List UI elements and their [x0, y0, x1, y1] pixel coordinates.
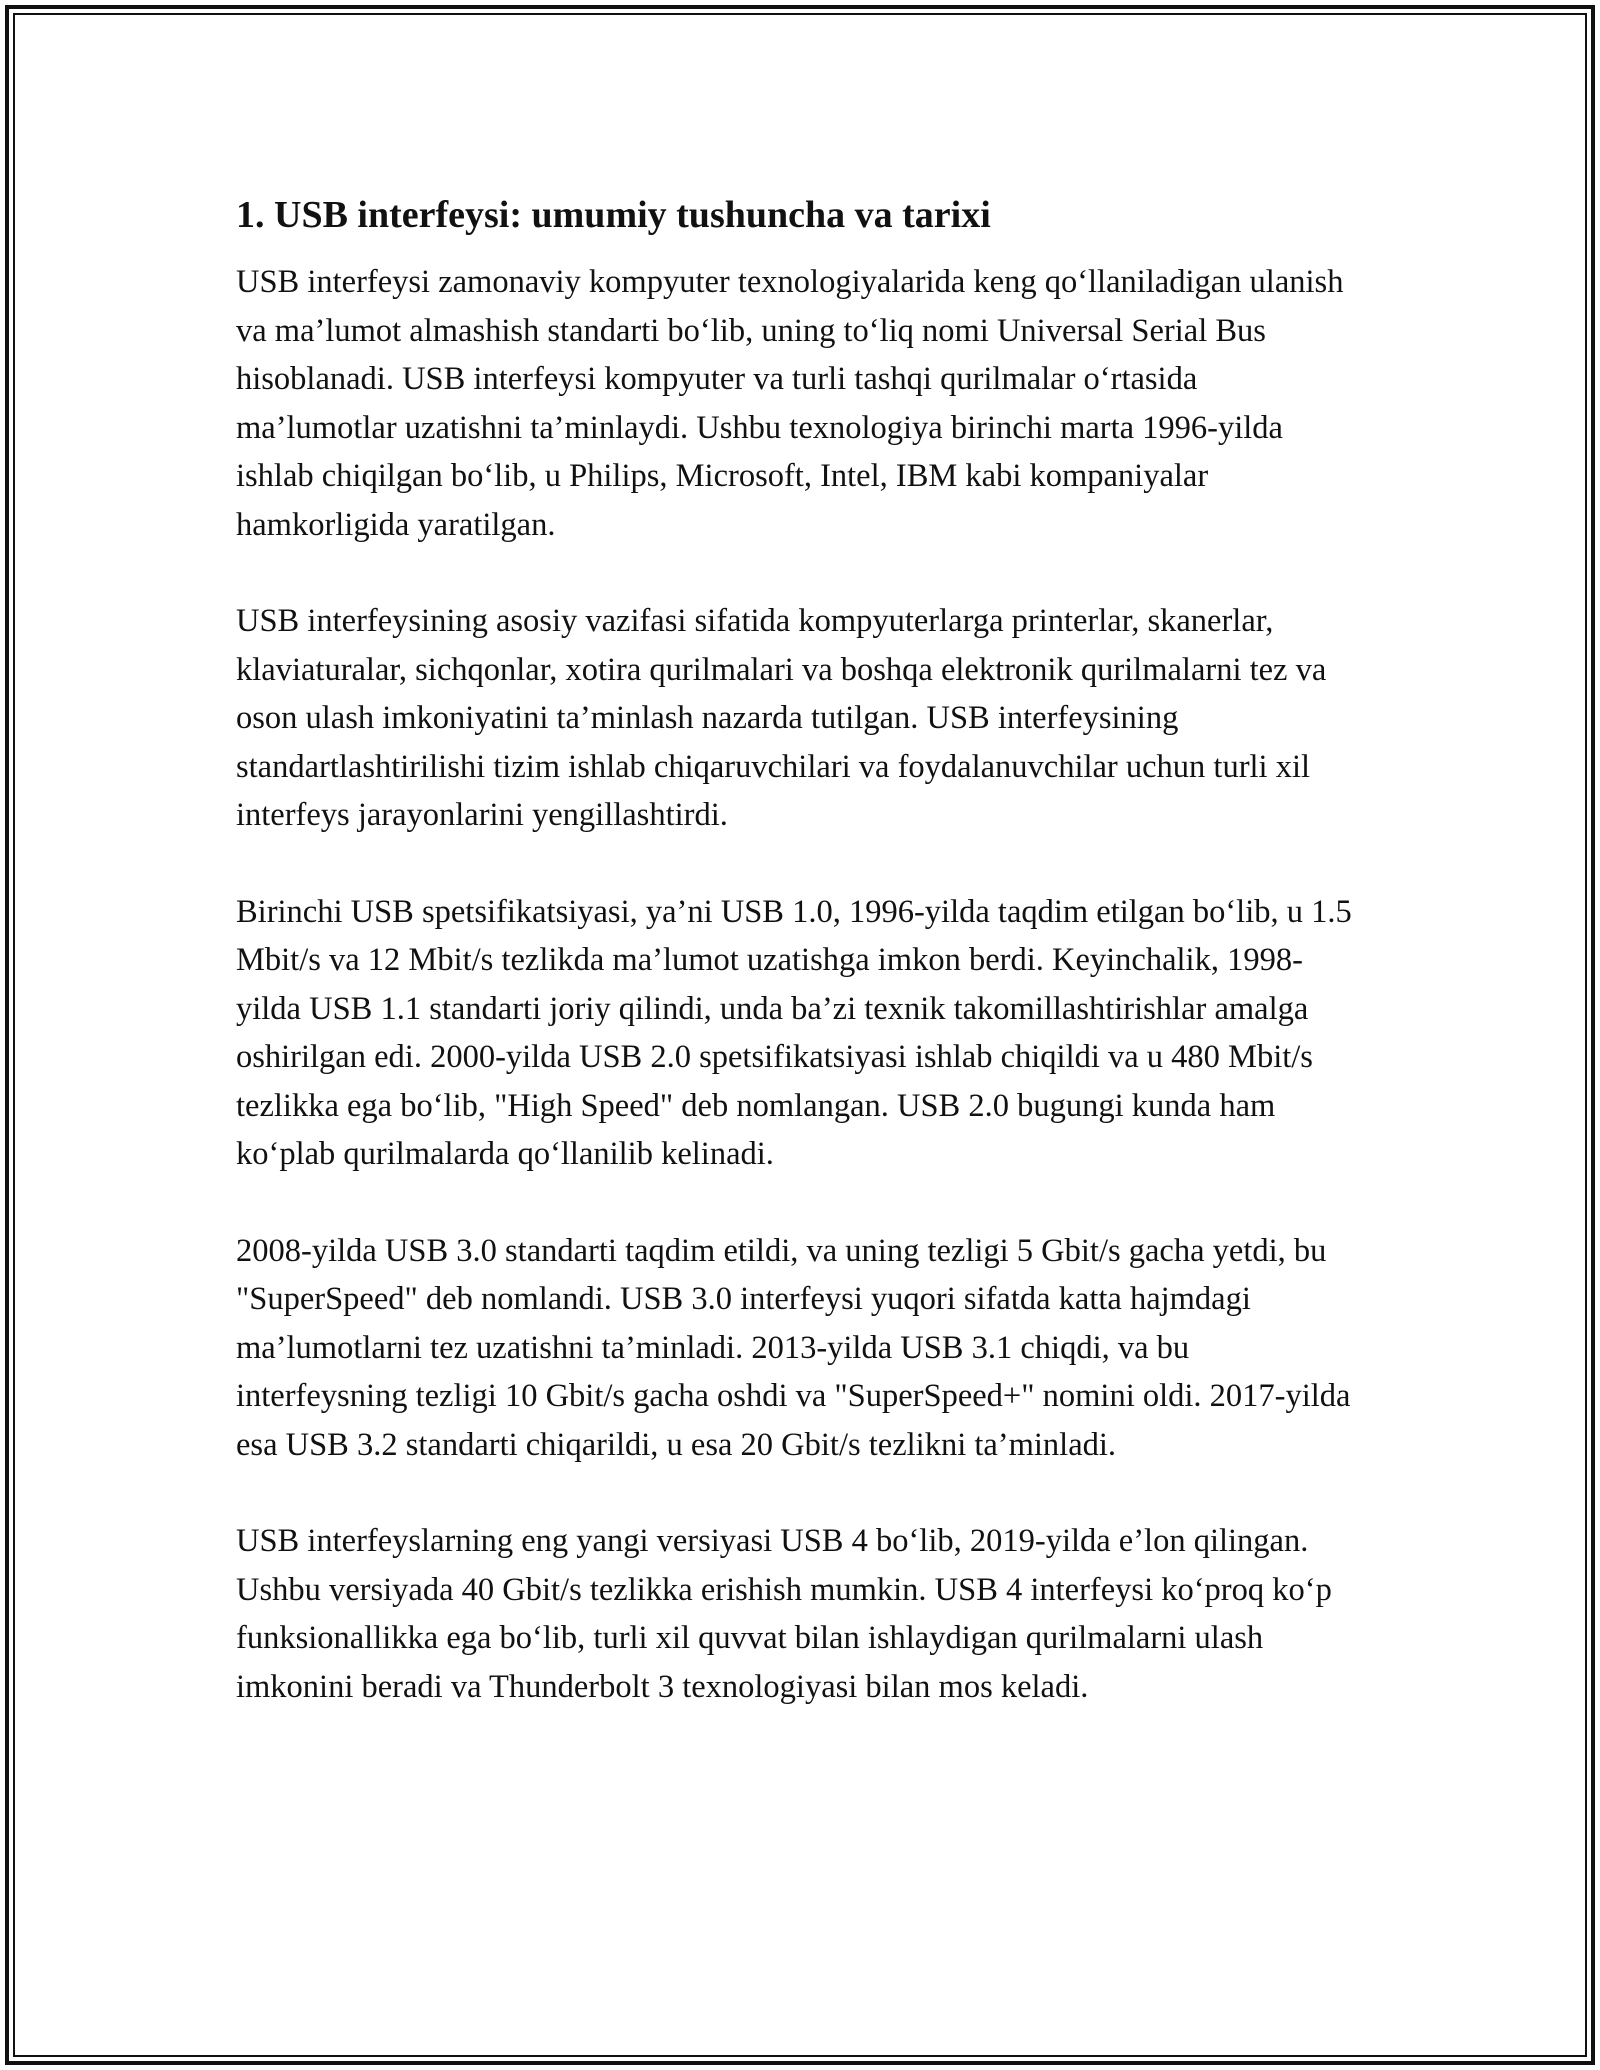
paragraph-intro: USB interfeysi zamonaviy kompyuter texnologiyalarida keng qo‘llaniladigan ulanish va ma’lumot almashish standarti bo‘lib, uning to‘liq nomi Universal Serial Bus hisoblanadi. USB interfeysi kompyuter va turli tashqi qurilmalar o‘rtasida ma’lumotlar uzatishni ta’minlaydi. Ushbu texnologiya birinchi marta 1996-yilda ishlab chiqilgan bo‘lib, u Philips, Microsoft, Intel, IBM kabi kompaniyalar hamkorligida yaratilgan.	[236, 264, 1344, 543]
paragraph-purpose: USB interfeysining asosiy vazifasi sifatida kompyuterlarga printerlar, skanerlar, klaviaturalar, sichqonlar, xotira qurilmalari va boshqa elektronik qurilmalarni tez va oson ulash imkoniyatini ta’minlash nazarda tutilgan. USB interfeysining standartlashtirilishi tizim ishlab chiqaruvchilari va foydalanuvchilar uchun turli xil interfeys jarayonlarini yengillashtirdi.	[236, 603, 1327, 833]
section-title: 1. USB interfeysi: umumiy tushuncha va tarixi	[236, 194, 991, 236]
paragraph-usb1-usb2-history: Birinchi USB spetsifikatsiyasi, ya’ni USB 1.0, 1996-yilda taqdim etilgan bo‘lib, u 1.5 Mbit/s va 12 Mbit/s tezlikda ma’lumot uzatishga imkon berdi. Keyinchalik, 1998-yilda USB 1.1 standarti joriy qilindi, unda ba’zi texnik takomillashtirishlar amalga oshirilgan edi. 2000-yilda USB 2.0 spetsifikatsiyasi ishlab chiqildi va u 480 Mbit/s tezlikka ega bo‘lib, "High Speed" deb nomlangan. USB 2.0 bugungi kunda ham ko‘plab qurilmalarda qo‘llanilib kelinadi.	[236, 893, 1352, 1172]
paragraph-usb4: USB interfeyslarning eng yangi versiyasi USB 4 bo‘lib, 2019-yilda e’lon qilingan. Ushbu versiyada 40 Gbit/s tezlikka erishish mumkin. USB 4 interfeysi ko‘proq ko‘p funksionallikka ega bo‘lib, turli xil quvvat bilan ishlaydigan qurilmalarni ulash imkonini beradi va Thunderbolt 3 texnologiyasi bilan mos keladi.	[236, 1523, 1332, 1705]
paragraph-usb3-history: 2008-yilda USB 3.0 standarti taqdim etildi, va uning tezligi 5 Gbit/s gacha yetdi, bu "SuperSpeed" deb nomlandi. USB 3.0 interfeysi yuqori sifatda katta hajmdagi ma’lumotlarni tez uzatishni ta’minladi. 2013-yilda USB 3.1 chiqdi, va bu interfeysning tezligi 10 Gbit/s gacha oshdi va "SuperSpeed+" nomini oldi. 2017-yilda esa USB 3.2 standarti chiqarildi, u esa 20 Gbit/s tezlikni ta’minladi.	[236, 1232, 1351, 1463]
document-body	[236, 190, 1356, 1711]
